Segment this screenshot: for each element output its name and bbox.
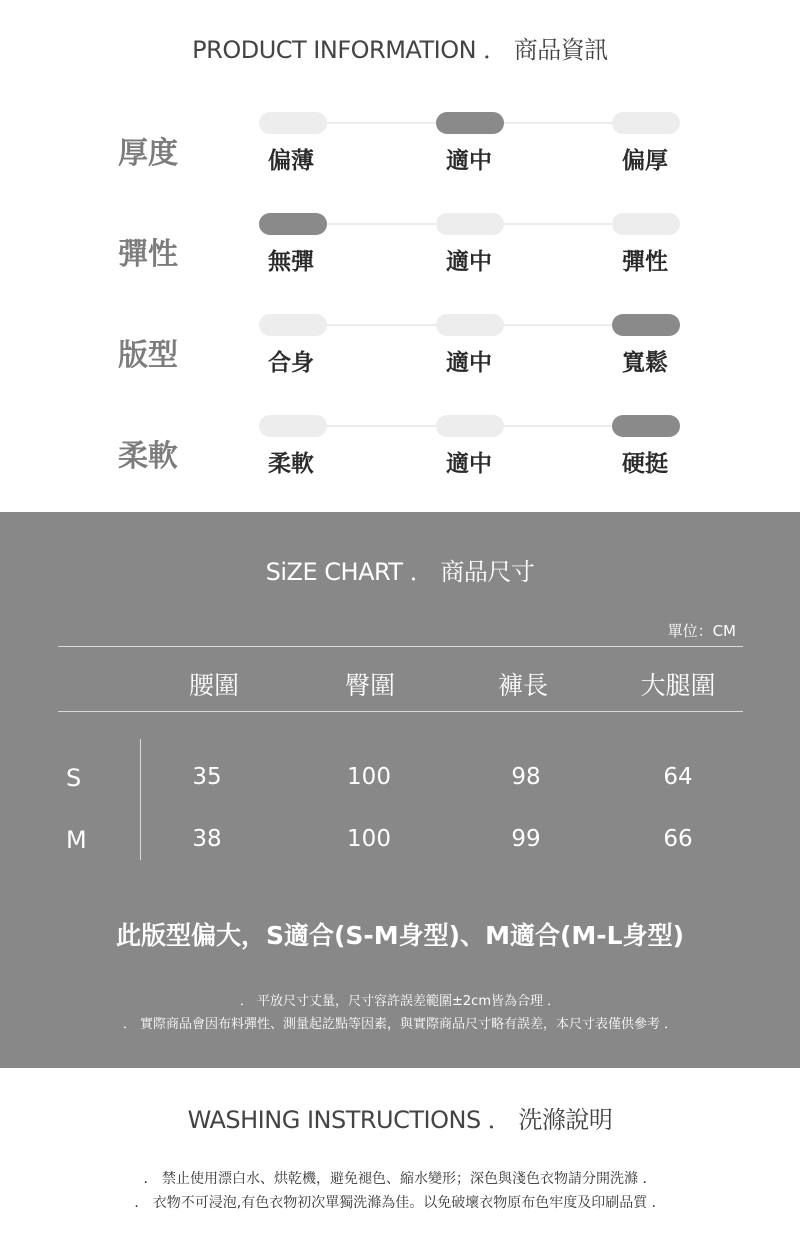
option-label: 寬鬆 [622,350,668,376]
washing-note: ． 衣物不可浸泡,有色衣物初次單獨洗滌為佳。以免破壞衣物原布色牢度及印刷品質 ． [134,1195,666,1211]
washing-note: ． 禁止使用漂白水、烘乾機，避免褪色、縮水變形；深色與淺色衣物請分開洗滌 ． [143,1171,657,1187]
scale-pill-1 [436,314,504,336]
table-cell: 66 [663,826,693,852]
option-label: 適中 [446,249,492,275]
scale-pill-1-selected [436,112,504,134]
option-label: 適中 [446,148,492,174]
scale-pill-2 [612,112,680,134]
table-top-rule [58,646,743,647]
measure-note: ． 平放尺寸丈量，尺寸容許誤差範圍±2cm皆為合理 ． [239,994,561,1009]
unit-label: 單位：CM [667,622,736,640]
option-label: 偏厚 [622,148,668,174]
scale-pill-0-selected [259,213,327,235]
size-chart-section [0,512,800,1068]
attribute-row-thickness [0,112,800,192]
attribute-row-softness [0,415,800,495]
option-label: 適中 [446,350,492,376]
table-cell: 64 [663,764,693,790]
table-cell: 100 [347,764,391,790]
option-label: 合身 [268,350,314,376]
option-label: 柔軟 [268,451,314,477]
table-cell: 100 [347,826,391,852]
size-column-divider [140,739,141,860]
attribute-name: 彈性 [118,237,178,272]
washing-title: WASHING INSTRUCTIONS ． 洗滌說明 [187,1106,613,1134]
scale-pill-0 [259,415,327,437]
column-header-waist: 腰圍 [188,671,239,700]
column-header-thigh: 大腿圍 [640,671,716,700]
table-cell: 38 [192,826,222,852]
table-header-rule [58,711,743,712]
size-label: S [66,764,82,792]
option-label: 彈性 [622,249,668,275]
table-cell: 99 [511,826,541,852]
attribute-name: 厚度 [118,136,178,171]
product-info-title: PRODUCT INFORMATION ． 商品資訊 [192,36,608,64]
disclaimer-note: ． 實際商品會因布料彈性、測量起訖點等因素，與實際商品尺寸略有誤差，本尺寸表僅供參考 ． [122,1017,678,1032]
column-header-length: 褲長 [497,671,548,700]
table-cell: 98 [511,764,541,790]
fit-note: 此版型偏大，S適合(S-M身型)、M適合(M-L身型) [115,921,685,950]
option-label: 偏薄 [268,148,314,174]
scale-pill-0 [259,314,327,336]
size-chart-title: SiZE CHART ． 商品尺寸 [265,558,535,586]
option-label: 硬挺 [622,451,668,477]
attribute-row-elasticity [0,213,800,293]
scale-pill-0 [259,112,327,134]
attribute-name: 版型 [118,338,178,373]
scale-pill-2-selected [612,314,680,336]
attribute-name: 柔軟 [118,439,178,474]
column-header-hip: 臀圍 [344,671,395,700]
attribute-row-fit [0,314,800,394]
scale-pill-2 [612,213,680,235]
scale-pill-1 [436,415,504,437]
option-label: 適中 [446,451,492,477]
option-label: 無彈 [268,249,314,275]
scale-pill-1 [436,213,504,235]
size-label: M [66,826,87,854]
scale-pill-2-selected [612,415,680,437]
table-cell: 35 [192,764,222,790]
